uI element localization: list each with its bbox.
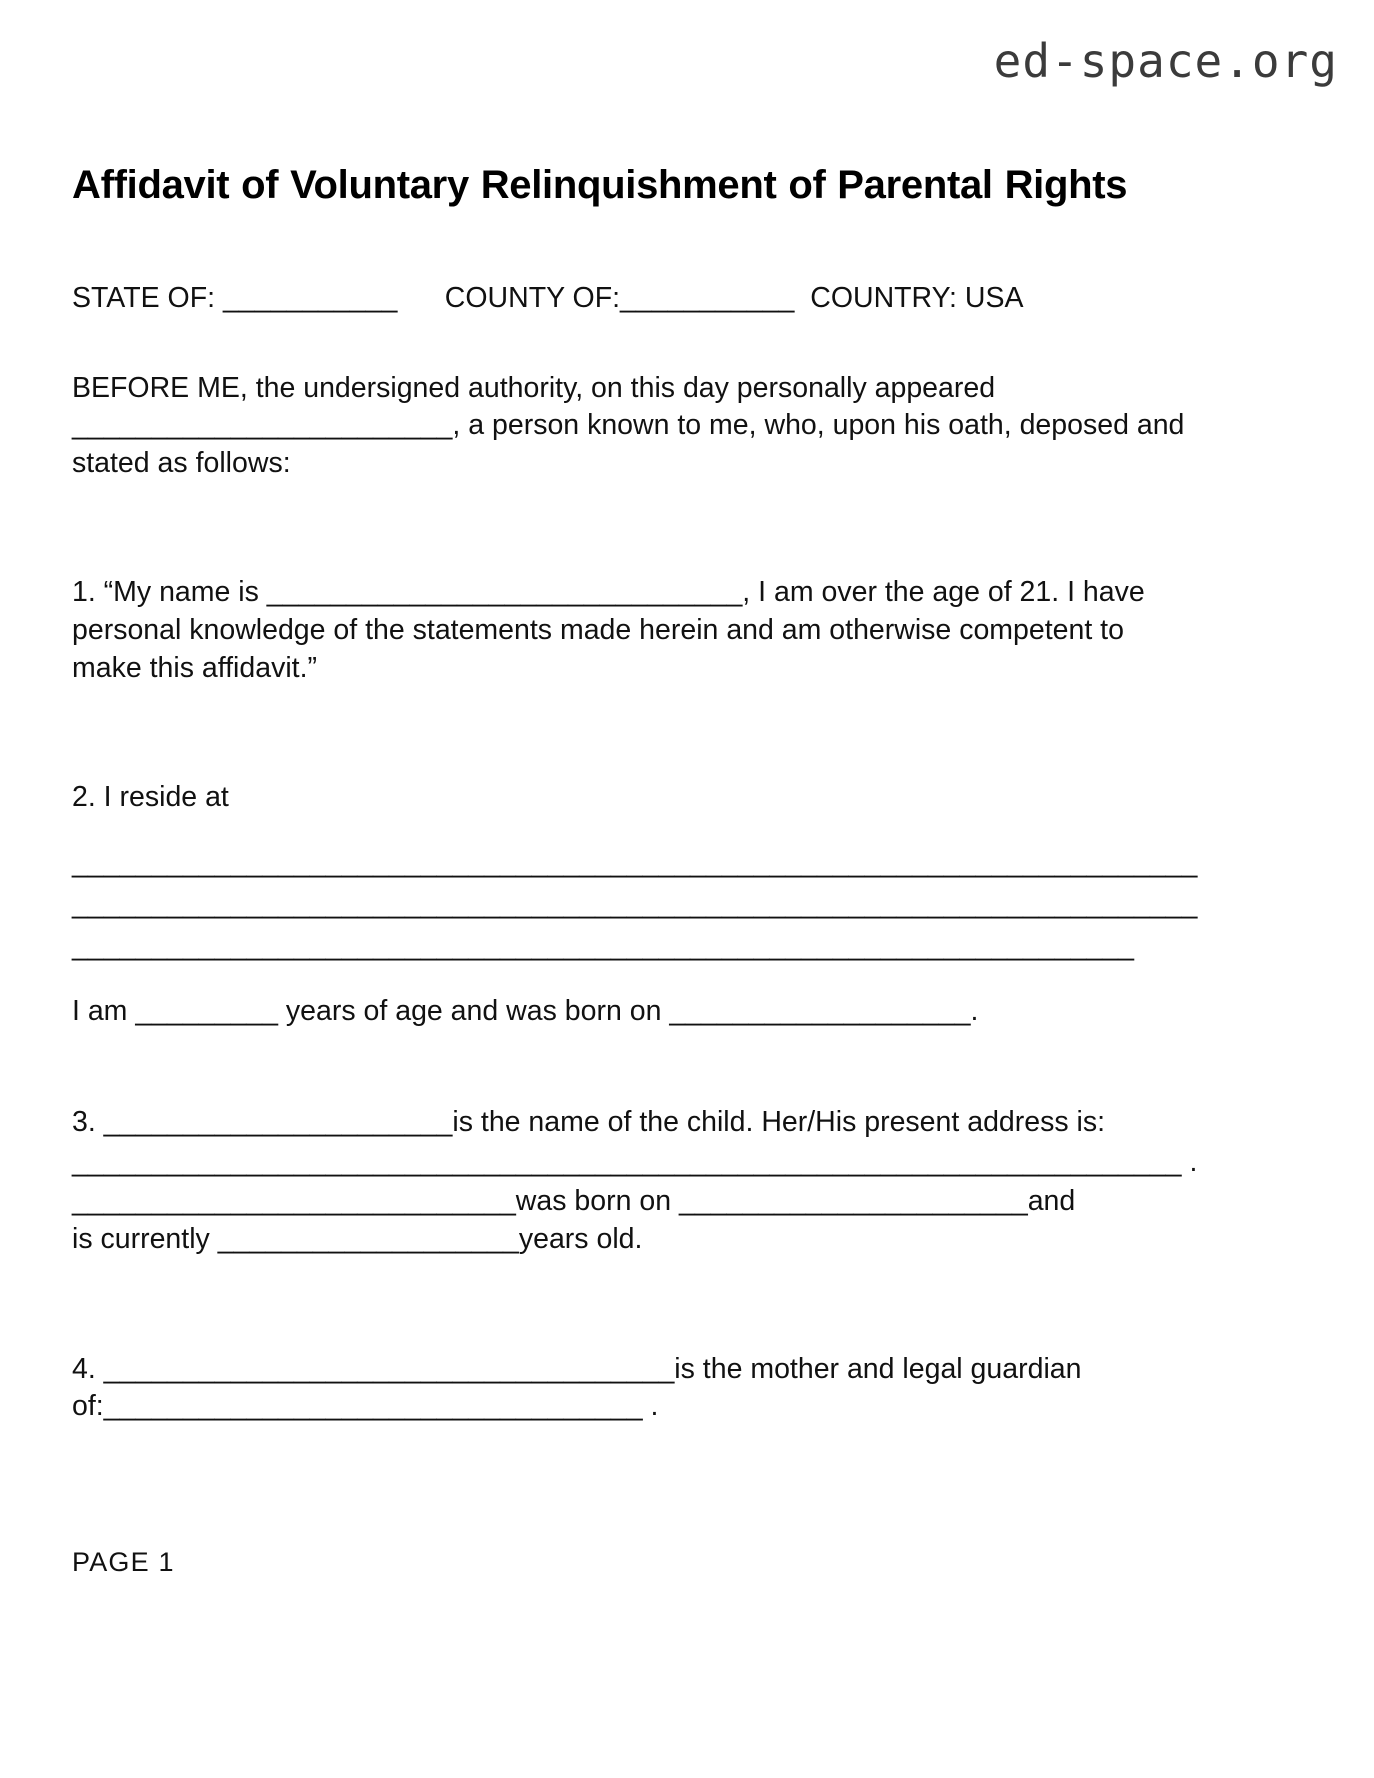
spacer xyxy=(72,967,1192,993)
clause-4: 4. ____________________________________is the mother and legal guardian xyxy=(72,1352,1082,1385)
page-title: Affidavit of Voluntary Relinquishment of Parental Rights xyxy=(72,162,1128,207)
spacer xyxy=(72,817,1192,843)
clause-3-line-3: ____________________________was born on ______________________and xyxy=(72,1185,1076,1218)
document-body xyxy=(72,280,1198,1607)
spacer xyxy=(72,1259,1192,1351)
clause-3: 3. ______________________is the name of the child. Her/His present address is: xyxy=(72,1106,1106,1139)
clause-2-blank-line-1: _______________________________________________________________________ xyxy=(72,846,1198,879)
clause-2: 2. I reside at xyxy=(72,781,229,814)
spacer xyxy=(72,687,1192,779)
clause-4-line-2: of:__________________________________ . xyxy=(72,1390,659,1423)
page-footer: PAGE 1 xyxy=(72,1546,175,1577)
clause-1: 1. “My name is ______________________________, I am over the age of 21. I have personal knowledge of the statements made herein and am otherwise competent to make this affidavit.” xyxy=(72,576,1153,684)
spacer xyxy=(72,1030,1192,1104)
clause-3-line-4: is currently ___________________years old. xyxy=(72,1222,643,1255)
clause-3-line-2: ______________________________________________________________________ . xyxy=(72,1146,1198,1179)
jurisdiction-line: STATE OF: ___________ COUNTY OF:___________ COUNTRY: USA xyxy=(72,282,1024,314)
site-watermark: ed-space.org xyxy=(993,34,1338,88)
intro-paragraph: BEFORE ME, the undersigned authority, on this day personally appeared ________________________, a person known to me, who, upon his oath, deposed and stated as follows: xyxy=(72,371,1193,479)
clause-2-age-line: I am _________ years of age and was born on ___________________. xyxy=(72,994,979,1027)
clause-2-blank-line-2: _______________________________________________________________________ xyxy=(72,888,1198,921)
spacer xyxy=(72,318,1192,370)
spacer xyxy=(72,482,1192,574)
clause-2-blank-line-3: ___________________________________________________________________ xyxy=(72,929,1134,962)
spacer xyxy=(72,1426,1192,1518)
